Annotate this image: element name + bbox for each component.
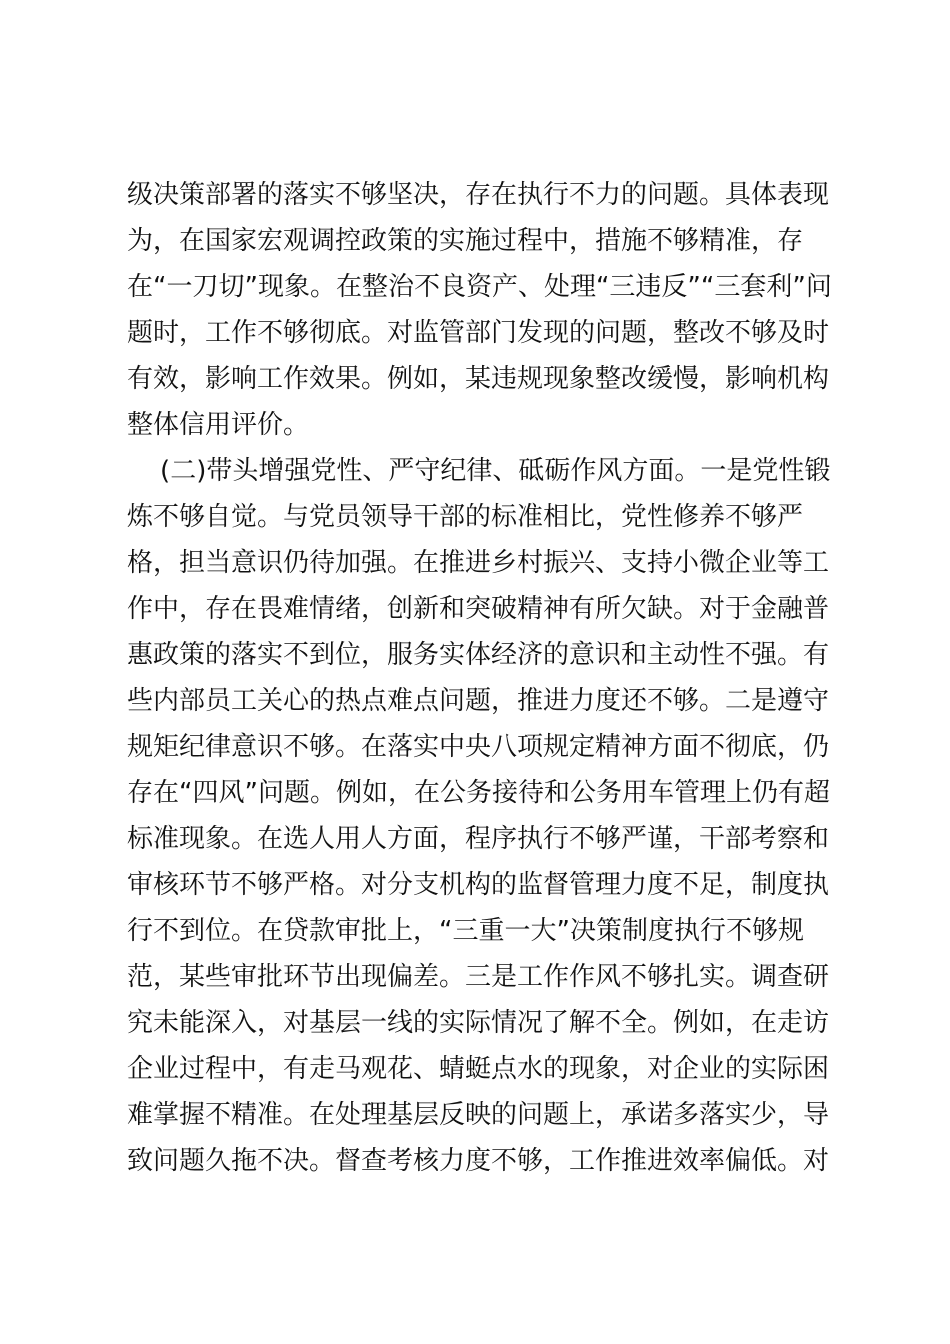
text-line: (二)带头增强党性、严守纪律、砥砺作风方面。一是党性锻 — [127, 456, 831, 486]
text-line: 审核环节不够严格。对分支机构的监督管理力度不足，制度执 — [127, 870, 830, 900]
text-line: 致问题久拖不决。督查考核力度不够，工作推进效率偏低。对 — [127, 1146, 830, 1176]
text-line: 整体信用评价。 — [127, 410, 310, 440]
text-line: 标准现象。在选人用人方面，程序执行不够严谨，干部考察和 — [127, 824, 830, 854]
text-line: 企业过程中，有走马观花、蜻蜓点水的现象，对企业的实际困 — [127, 1054, 830, 1084]
text-line: 惠政策的落实不到位，服务实体经济的意识和主动性不强。有 — [127, 640, 830, 670]
text-line: 难掌握不精准。在处理基层反映的问题上，承诺多落实少，导 — [127, 1100, 830, 1130]
text-line: 行不到位。在贷款审批上，“三重一大”决策制度执行不够规 — [127, 916, 804, 946]
text-line: 格，担当意识仍待加强。在推进乡村振兴、支持小微企业等工 — [127, 548, 830, 578]
text-line: 些内部员工关心的热点难点问题，推进力度还不够。二是遵守 — [127, 686, 830, 716]
text-line: 范，某些审批环节出现偏差。三是工作作风不够扎实。调查研 — [127, 962, 830, 992]
text-line: 级决策部署的落实不够坚决，存在执行不力的问题。具体表现 — [127, 180, 830, 210]
body-text — [127, 172, 832, 1184]
text-line: 炼不够自觉。与党员领导干部的标准相比，党性修养不够严 — [127, 502, 804, 532]
text-line: 规矩纪律意识不够。在落实中央八项规定精神方面不彻底，仍 — [127, 732, 830, 762]
text-line: 为，在国家宏观调控政策的实施过程中，措施不够精准，存 — [127, 226, 804, 256]
text-line: 有效，影响工作效果。例如，某违规现象整改缓慢，影响机构 — [127, 364, 830, 394]
text-line: 题时，工作不够彻底。对监管部门发现的问题，整改不够及时 — [127, 318, 830, 348]
text-line: 在“一刀切”现象。在整治不良资产、处理“三违反”“三套利”问 — [127, 272, 832, 302]
text-line: 究未能深入，对基层一线的实际情况了解不全。例如，在走访 — [127, 1008, 830, 1038]
text-line: 存在“四风”问题。例如，在公务接待和公务用车管理上仍有超 — [127, 778, 830, 808]
text-line: 作中，存在畏难情绪，创新和突破精神有所欠缺。对于金融普 — [127, 594, 830, 624]
